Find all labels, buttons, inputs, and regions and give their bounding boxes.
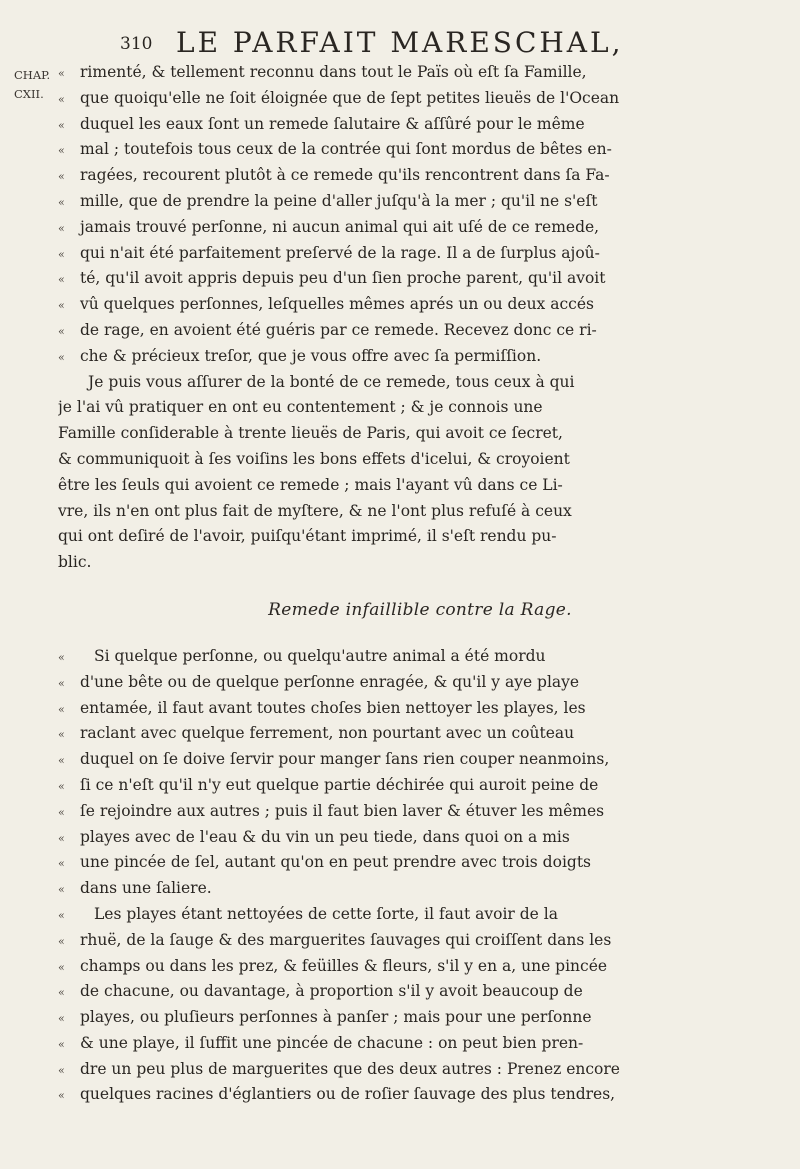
quote-mark: « — [58, 247, 65, 261]
text-line: « quelques racines d'églantiers ou de roſier ſauvage des plus tendres, — [58, 1082, 782, 1108]
page-body — [58, 60, 782, 1108]
paragraph-remedy-instructions — [58, 644, 782, 902]
quote-mark: « — [58, 324, 65, 338]
text-line: Famille conſiderable à trente lieuës de Paris, qui avoit ce ſecret, — [58, 424, 563, 443]
text-line: « duquel on ſe doive ſervir pour manger ſans rien couper neanmoins, — [58, 747, 782, 773]
chapter-margin-note — [14, 66, 60, 104]
text-line: être les ſeuls qui avoient ce remede ; mais l'ayant vû dans ce Li- — [58, 475, 563, 494]
text-line: vre, ils n'en ont plus fait de myſtere, & ne l'ont plus refuſé à ceux — [58, 501, 572, 520]
text-line: « dre un peu plus de marguerites que des deux autres : Prenez encore — [58, 1057, 782, 1083]
text-line: « playes, ou pluſieurs perſonnes à panſer ; mais pour une perſonne — [58, 1005, 782, 1031]
quote-mark: « — [58, 960, 65, 974]
paragraph-quoted-testimony — [58, 60, 782, 370]
text-line: « mille, que de prendre la peine d'aller juſqu'à la mer ; qu'il ne s'eſt — [58, 189, 782, 215]
quote-mark: « — [58, 170, 65, 184]
text-line: « Les playes étant nettoyées de cette ſorte, il faut avoir de la — [58, 902, 782, 928]
quote-mark: « — [58, 350, 65, 364]
quote-mark: « — [58, 831, 65, 845]
quote-mark: « — [58, 221, 65, 235]
quote-mark: « — [58, 857, 65, 871]
text-line: « che & précieux treſor, que je vous offre avec ſa permiſſion. — [58, 344, 782, 370]
text-line: « vû quelques perſonnes, leſquelles mêmes aprés un ou deux accés — [58, 292, 782, 318]
text-line: « & une playe, il ſuffit une pincée de chacune : on peut bien pren- — [58, 1031, 782, 1057]
text-line: « d'une bête ou de quelque perſonne enragée, & qu'il y aye playe — [58, 670, 782, 696]
quote-mark: « — [58, 676, 65, 690]
text-line: « rhuë, de la ſauge & des marguerites ſauvages qui croiſſent dans les — [58, 928, 782, 954]
quote-mark: « — [58, 195, 65, 209]
text-line: « ſi ce n'eſt qu'il n'y eut quelque partie déchirée qui auroit peine de — [58, 773, 782, 799]
text-line: « dans une ſaliere. — [58, 876, 782, 902]
text-line: « duquel les eaux ſont un remede ſalutaire & aſſûré pour le même — [58, 112, 782, 138]
text-line: qui ont deſiré de l'avoir, puiſqu'étant imprimé, il s'eſt rendu pu- — [58, 527, 557, 546]
text-line: & communiquoit à ſes voiſins les bons effets d'icelui, & croyoient — [58, 449, 570, 468]
quote-mark: « — [58, 883, 65, 897]
quote-mark: « — [58, 67, 65, 80]
text-line: Je puis vous aſſurer de la bonté de ce remede, tous ceux à qui — [88, 372, 575, 391]
text-line: « ſe rejoindre aux autres ; puis il faut bien laver & étuver les mêmes — [58, 799, 782, 825]
quote-mark: « — [58, 299, 65, 313]
text-line: blic. — [58, 553, 92, 572]
text-line: « qui n'ait été parfaitement preſervé de la rage. Il a de ſurplus ajoû- — [58, 241, 782, 267]
text-line: « Si quelque perſonne, ou quelqu'autre animal a été mordu — [58, 644, 782, 670]
text-line: « de rage, en avoient été guéris par ce remede. Recevez donc ce ri- — [58, 318, 782, 344]
quote-mark: « — [58, 779, 65, 793]
quote-mark: « — [58, 92, 65, 106]
quote-mark: « — [58, 1037, 65, 1051]
paragraph-author-note — [58, 370, 782, 576]
text-line: « raclant avec quelque ferrement, non pourtant avec un coûteau — [58, 721, 782, 747]
running-title: LE PARFAIT MARESCHAL, — [176, 26, 624, 59]
quote-mark: « — [58, 650, 65, 664]
quote-mark: « — [58, 934, 65, 948]
quote-mark: « — [58, 1063, 65, 1077]
quote-mark: « — [58, 986, 65, 1000]
text-line: « que quoiqu'elle ne ſoit éloignée que de ſept petites lieuës de l'Ocean — [58, 86, 782, 112]
text-line: « playes avec de l'eau & du vin un peu tiede, dans quoi on a mis — [58, 825, 782, 851]
text-line: « mal ; toutefois tous ceux de la contrée qui ſont mordus de bêtes en- — [58, 137, 782, 163]
quote-mark: « — [58, 728, 65, 742]
text-line: « ragées, recourent plutôt à ce remede qu'ils rencontrent dans ſa Fa- — [58, 163, 782, 189]
quote-mark: « — [58, 273, 65, 287]
text-line: « entamée, il faut avant toutes choſes bien nettoyer les playes, les — [58, 696, 782, 722]
margin-chapter-label: CHAP. — [14, 68, 51, 82]
quote-mark: « — [58, 702, 65, 716]
quote-mark: « — [58, 805, 65, 819]
text-line: « champs ou dans les prez, & feüilles & fleurs, s'il y en a, une pincée — [58, 954, 782, 980]
quote-mark: « — [58, 144, 65, 158]
text-line: « de chacune, ou davantage, à proportion s'il y avoit beaucoup de — [58, 979, 782, 1005]
text-line: je l'ai vû pratiquer en ont eu contentement ; & je connois une — [58, 398, 543, 417]
paragraph-remedy-preparation — [58, 902, 782, 1108]
text-line: « une pincée de ſel, autant qu'on en peut prendre avec trois doigts — [58, 850, 782, 876]
margin-chapter-number: CXII. — [14, 87, 44, 101]
section-title: Remede infaillible contre la Rage. — [268, 599, 572, 620]
quote-mark: « — [58, 1089, 65, 1103]
quote-mark: « — [58, 908, 65, 922]
page-number: 310 — [120, 34, 153, 54]
quote-mark: « — [58, 1012, 65, 1026]
text-line: « jamais trouvé perſonne, ni aucun animal qui ait uſé de ce remede, — [58, 215, 782, 241]
quote-mark: « — [58, 118, 65, 132]
quote-mark: « — [58, 754, 65, 768]
text-line: « té, qu'il avoit appris depuis peu d'un ſien proche parent, qu'il avoit — [58, 266, 782, 292]
text-line: « rimenté, & tellement reconnu dans tout le Païs où eſt ſa Famille, — [58, 60, 782, 86]
